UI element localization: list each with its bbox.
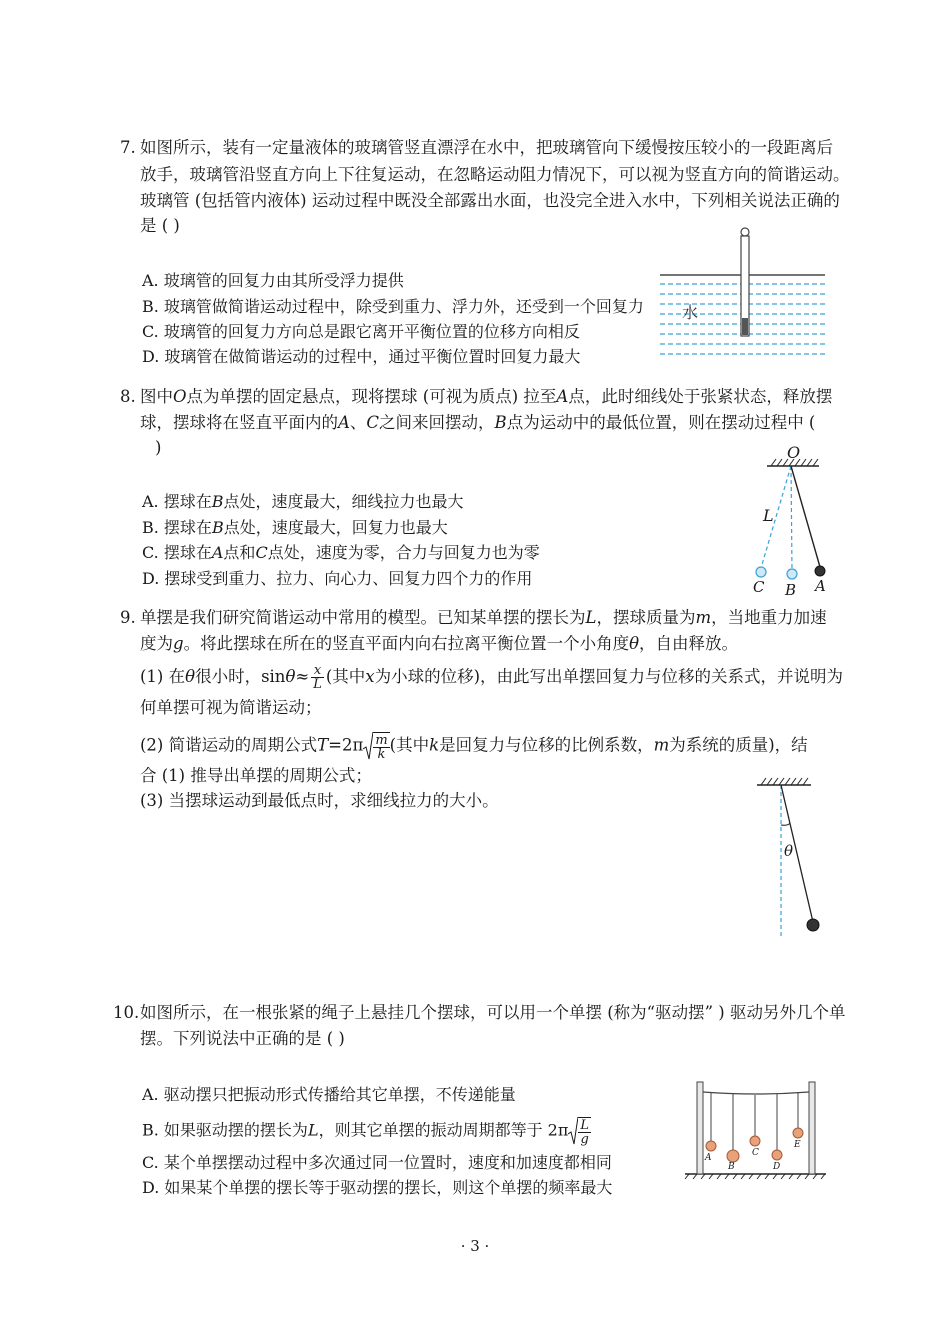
coupled-pendulums-figure	[683, 1078, 828, 1180]
pendulum-angle-figure	[755, 770, 835, 940]
question-text-line: 单摆是我们研究简谐运动中常用的模型。已知某单摆的摆长为L，摆球质量为m，当地重力加速	[140, 608, 827, 627]
question-text-line: 是 ( )	[140, 216, 180, 235]
subquestion-3: (3) 当摆球运动到最低点时，求细线拉力的大小。	[140, 791, 499, 810]
label-D: D	[773, 1162, 781, 1172]
label-C: C	[752, 1148, 759, 1158]
question-text-line: 摆。下列说法中正确的是 ( )	[140, 1029, 345, 1048]
label-A: A	[815, 577, 826, 595]
theta-label: θ	[784, 842, 794, 860]
label-A: A	[705, 1153, 712, 1163]
subquestion-2-cont: 合 (1) 推导出单摆的周期公式；	[140, 766, 372, 785]
label-O: O	[787, 443, 801, 462]
option-b[interactable]: B. 摆球在B点处，速度最大，回复力也最大	[142, 518, 448, 537]
sqrt-m-over-k: $\frac{m}{k}$	[363, 731, 389, 761]
option-b[interactable]: B. 玻璃管做简谐运动过程中，除受到重力、浮力外，还受到一个回复力	[142, 297, 644, 316]
page-number: · 3 ·	[460, 1237, 490, 1255]
pendulum-figure	[745, 440, 845, 600]
label-B: B	[728, 1162, 735, 1172]
option-a[interactable]: A. 驱动摆只把振动形式传播给其它单摆，不传递能量	[142, 1085, 516, 1104]
question-text-line: 度为g。将此摆球在所在的竖直平面内向右拉离平衡位置一个小角度θ，自由释放。	[140, 634, 738, 653]
option-d[interactable]: D. 摆球受到重力、拉力、向心力、回复力四个力的作用	[142, 569, 533, 588]
question-number: 8.	[120, 387, 136, 406]
option-d[interactable]: D. 玻璃管在做简谐运动的过程中，通过平衡位置时回复力最大	[142, 347, 581, 366]
option-c[interactable]: C. 玻璃管的回复力方向总是跟它离开平衡位置的位移方向相反	[142, 322, 580, 341]
label-C: C	[753, 578, 765, 596]
question-text-line: 放手，玻璃管沿竖直方向上下往复运动，在忽略运动阻力情况下，可以视为竖直方向的简谐运动。	[140, 165, 850, 184]
option-a[interactable]: A. 玻璃管的回复力由其所受浮力提供	[142, 271, 404, 290]
sqrt-L-over-g: $\frac{L}{g}$	[568, 1116, 591, 1146]
option-b[interactable]: B. 如果驱动摆的摆长为L，则其它单摆的振动周期都等于 2π $\frac{L}{g}$	[142, 1117, 589, 1147]
question-text-line: 如图所示，在一根张紧的绳子上悬挂几个摆球，可以用一个单摆 (称为“驱动摆” ) 驱动另外几个单	[140, 1003, 846, 1022]
floating-tube-figure	[660, 222, 830, 362]
question-text-line: 图中O点为单摆的固定悬点，现将摆球 (可视为质点) 拉至A点，此时细线处于张紧状态，释放摆	[140, 387, 833, 406]
question-text-line: 如图所示，装有一定量液体的玻璃管竖直漂浮在水中，把玻璃管向下缓慢按压较小的一段距离后	[140, 138, 833, 157]
fraction-x-over-L: $\frac{x}{L}$	[313, 663, 322, 692]
option-c[interactable]: C. 摆球在A点和C点处，速度为零，合力与回复力也为零	[142, 543, 540, 562]
label-L: L	[763, 506, 774, 525]
question-number: 10.	[113, 1003, 140, 1022]
water-label: 水	[682, 303, 699, 322]
label-E: E	[794, 1140, 801, 1150]
question-text-line: 玻璃管 (包括管内液体) 运动过程中既没全部露出水面，也没完全进入水中，下列相关说法正确的	[140, 191, 840, 210]
subquestion-1-cont: 何单摆可视为简谐运动；	[140, 698, 322, 717]
option-d[interactable]: D. 如果某个单摆的摆长等于驱动摆的摆长，则这个单摆的频率最大	[142, 1178, 613, 1197]
question-text-line: 球，摆球将在竖直平面内的A、C之间来回摆动，B点为运动中的最低位置，则在摆动过程中 (	[140, 413, 816, 432]
option-a[interactable]: A. 摆球在B点处，速度最大，细线拉力也最大	[142, 492, 464, 511]
label-B: B	[785, 581, 797, 599]
question-number: 7.	[120, 138, 136, 157]
option-c[interactable]: C. 某个单摆摆动过程中多次通过同一位置时，速度和加速度都相同	[142, 1153, 612, 1172]
question-text-line: )	[155, 438, 162, 457]
subquestion-1: (1) 在θ很小时，sinθ≈ $\frac{x}{L}$ (其中x为小球的位移)，由此写出单摆回复力与位移的关系式，并说明为	[140, 663, 844, 692]
subquestion-2: (2) 简谐运动的周期公式T=2π $\frac{m}{k}$ (其中k是回复力与位移的比例系数，m为系统的质量)，结	[140, 732, 808, 762]
question-number: 9.	[120, 608, 136, 627]
